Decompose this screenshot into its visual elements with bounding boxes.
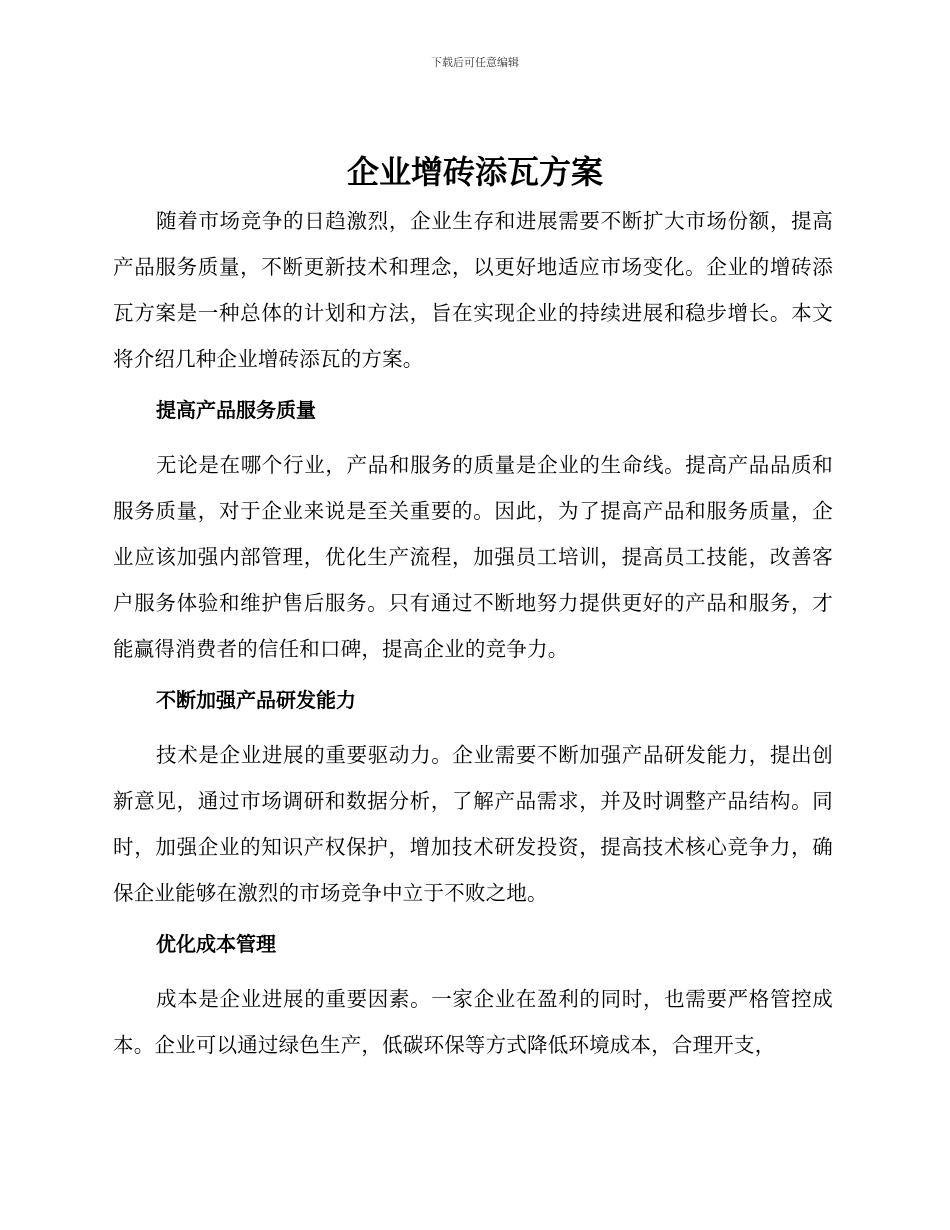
section-body-quality: 无论是在哪个行业，产品和服务的质量是企业的生命线。提高产品品质和服务质量，对于企业来说是至关重要的。因此，为了提高产品和服务质量，企业应该加强内部管理，优化生产流程，加强员工培训，提高员工技能，改善客户服务体验和维护售后服务。只有通过不断地努力提供更好的产品和服务，才能赢得消费者的信任和口碑，提高企业的竞争力。 [113, 453, 833, 661]
intro-paragraph: 随着市场竞争的日趋激烈，企业生存和进展需要不断扩大市场份额，提高产品服务质量，不断更新技术和理念，以更好地适应市场变化。企业的增砖添瓦方案是一种总体的计划和方法，旨在实现企业的持续进展和稳步增长。本文将介绍几种企业增砖添瓦的方案。 [113, 209, 833, 371]
section-body-cost: 成本是企业进展的重要因素。一家企业在盈利的同时，也需要严格管控成本。企业可以通过绿色生产，低碳环保等方式降低环境成本，合理开支， [113, 987, 833, 1057]
header-note: 下载后可任意编辑 [431, 56, 519, 69]
section-heading-quality: 提高产品服务质量 [156, 398, 316, 422]
section-body-rnd: 技术是企业进展的重要驱动力。企业需要不断加强产品研发能力，提出创新意见，通过市场调研和数据分析，了解产品需求，并及时调整产品结构。同时，加强企业的知识产权保护，增加技术研发投资，提高技术核心竞争力，确保企业能够在激烈的市场竞争中立于不败之地。 [113, 743, 833, 905]
section-heading-rnd: 不断加强产品研发能力 [156, 688, 356, 712]
document-title: 企业增砖添瓦方案 [346, 153, 603, 191]
document-body [113, 198, 833, 1068]
section-heading-cost: 优化成本管理 [156, 932, 276, 956]
